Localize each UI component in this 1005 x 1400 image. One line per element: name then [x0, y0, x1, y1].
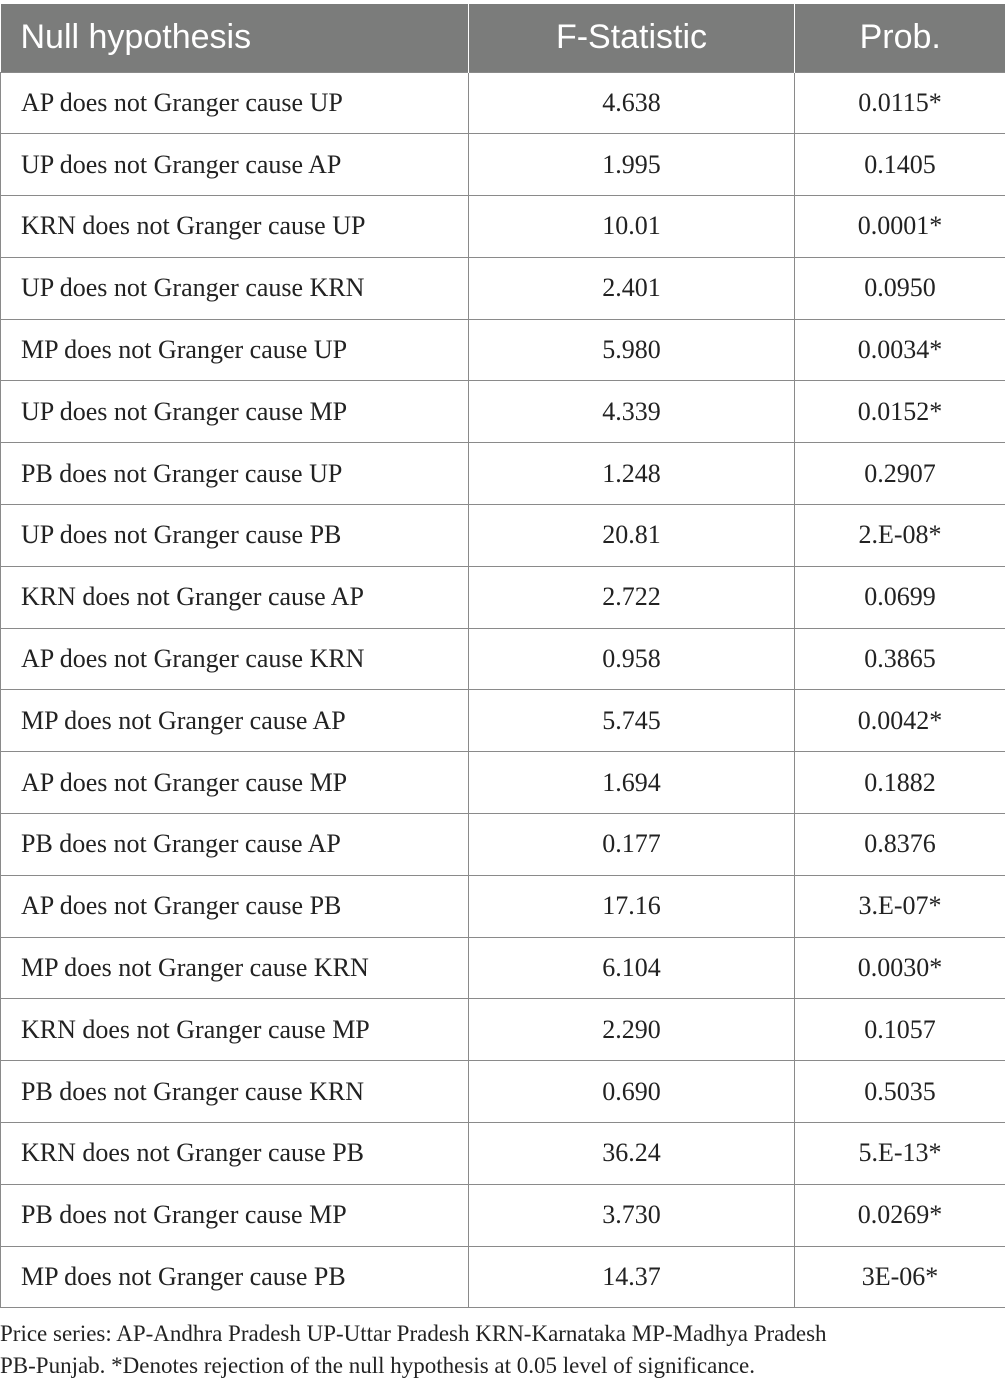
cell-prob: 0.0042*	[795, 690, 1005, 752]
cell-prob: 0.0034*	[795, 319, 1005, 381]
cell-prob: 0.0030*	[795, 937, 1005, 999]
cell-prob: 0.1057	[795, 999, 1005, 1061]
cell-f-statistic: 2.401	[469, 257, 795, 319]
cell-prob: 0.1882	[795, 752, 1005, 814]
cell-prob: 3.E-07*	[795, 875, 1005, 937]
cell-null-hypothesis: UP does not Granger cause KRN	[1, 257, 469, 319]
table-row	[1, 937, 1005, 999]
cell-prob: 0.2907	[795, 443, 1005, 505]
cell-null-hypothesis: KRN does not Granger cause AP	[1, 566, 469, 628]
cell-null-hypothesis: PB does not Granger cause UP	[1, 443, 469, 505]
table-footnote	[0, 1318, 1005, 1382]
cell-null-hypothesis: PB does not Granger cause MP	[1, 1184, 469, 1246]
cell-prob: 0.0115*	[795, 72, 1005, 134]
table-header	[1, 4, 1005, 72]
cell-f-statistic: 1.995	[469, 134, 795, 196]
cell-null-hypothesis: KRN does not Granger cause UP	[1, 196, 469, 258]
table-row	[1, 999, 1005, 1061]
cell-f-statistic: 36.24	[469, 1123, 795, 1185]
table-row	[1, 1123, 1005, 1185]
cell-prob: 5.E-13*	[795, 1123, 1005, 1185]
cell-null-hypothesis: MP does not Granger cause PB	[1, 1246, 469, 1308]
cell-null-hypothesis: MP does not Granger cause AP	[1, 690, 469, 752]
table-row	[1, 381, 1005, 443]
cell-null-hypothesis: UP does not Granger cause MP	[1, 381, 469, 443]
cell-f-statistic: 4.339	[469, 381, 795, 443]
cell-f-statistic: 2.290	[469, 999, 795, 1061]
table-row	[1, 628, 1005, 690]
table-body	[1, 72, 1005, 1308]
cell-prob: 0.0950	[795, 257, 1005, 319]
cell-null-hypothesis: AP does not Granger cause MP	[1, 752, 469, 814]
cell-f-statistic: 10.01	[469, 196, 795, 258]
cell-f-statistic: 2.722	[469, 566, 795, 628]
cell-null-hypothesis: PB does not Granger cause KRN	[1, 1061, 469, 1123]
cell-null-hypothesis: AP does not Granger cause KRN	[1, 628, 469, 690]
cell-f-statistic: 6.104	[469, 937, 795, 999]
table-row	[1, 814, 1005, 876]
cell-f-statistic: 20.81	[469, 505, 795, 567]
cell-prob: 0.8376	[795, 814, 1005, 876]
cell-null-hypothesis: PB does not Granger cause AP	[1, 814, 469, 876]
cell-prob: 0.0699	[795, 566, 1005, 628]
cell-prob: 3E-06*	[795, 1246, 1005, 1308]
cell-f-statistic: 0.177	[469, 814, 795, 876]
cell-f-statistic: 1.248	[469, 443, 795, 505]
cell-null-hypothesis: UP does not Granger cause AP	[1, 134, 469, 196]
table-row	[1, 72, 1005, 134]
cell-f-statistic: 5.980	[469, 319, 795, 381]
header-prob: Prob.	[795, 4, 1005, 72]
footnote-line-2: PB-Punjab. *Denotes rejection of the null hypothesis at 0.05 level of significance.	[0, 1353, 756, 1378]
cell-f-statistic: 1.694	[469, 752, 795, 814]
cell-null-hypothesis: KRN does not Granger cause PB	[1, 1123, 469, 1185]
cell-prob: 0.3865	[795, 628, 1005, 690]
table-row	[1, 196, 1005, 258]
header-null-hypothesis: Null hypothesis	[20, 18, 252, 57]
table-row	[1, 875, 1005, 937]
cell-f-statistic: 0.958	[469, 628, 795, 690]
cell-null-hypothesis: UP does not Granger cause PB	[1, 505, 469, 567]
cell-null-hypothesis: AP does not Granger cause UP	[1, 72, 469, 134]
cell-f-statistic: 4.638	[469, 72, 795, 134]
cell-null-hypothesis: MP does not Granger cause UP	[1, 319, 469, 381]
footnote-line-1: Price series: AP-Andhra Pradesh UP-Uttar Pradesh KRN-Karnataka MP-Madhya Pradesh	[0, 1321, 827, 1346]
cell-prob: 0.1405	[795, 134, 1005, 196]
cell-null-hypothesis: KRN does not Granger cause MP	[1, 999, 469, 1061]
cell-prob: 0.5035	[795, 1061, 1005, 1123]
cell-prob: 0.0152*	[795, 381, 1005, 443]
table-row	[1, 505, 1005, 567]
cell-prob: 0.0001*	[795, 196, 1005, 258]
granger-causality-table	[0, 4, 1005, 1308]
cell-null-hypothesis: MP does not Granger cause KRN	[1, 937, 469, 999]
table-row	[1, 443, 1005, 505]
cell-prob: 2.E-08*	[795, 505, 1005, 567]
cell-f-statistic: 17.16	[469, 875, 795, 937]
table-row	[1, 1184, 1005, 1246]
table-row	[1, 1246, 1005, 1308]
header-row	[1, 4, 1005, 72]
table-row	[1, 566, 1005, 628]
table-row	[1, 752, 1005, 814]
cell-f-statistic: 14.37	[469, 1246, 795, 1308]
cell-f-statistic: 0.690	[469, 1061, 795, 1123]
table-row	[1, 1061, 1005, 1123]
cell-f-statistic: 5.745	[469, 690, 795, 752]
table-row	[1, 134, 1005, 196]
table-row	[1, 690, 1005, 752]
cell-prob: 0.0269*	[795, 1184, 1005, 1246]
table-row	[1, 319, 1005, 381]
cell-f-statistic: 3.730	[469, 1184, 795, 1246]
header-f-statistic: F-Statistic	[469, 4, 795, 72]
granger-causality-table-container	[0, 4, 1005, 1308]
table-row	[1, 257, 1005, 319]
cell-null-hypothesis: AP does not Granger cause PB	[1, 875, 469, 937]
